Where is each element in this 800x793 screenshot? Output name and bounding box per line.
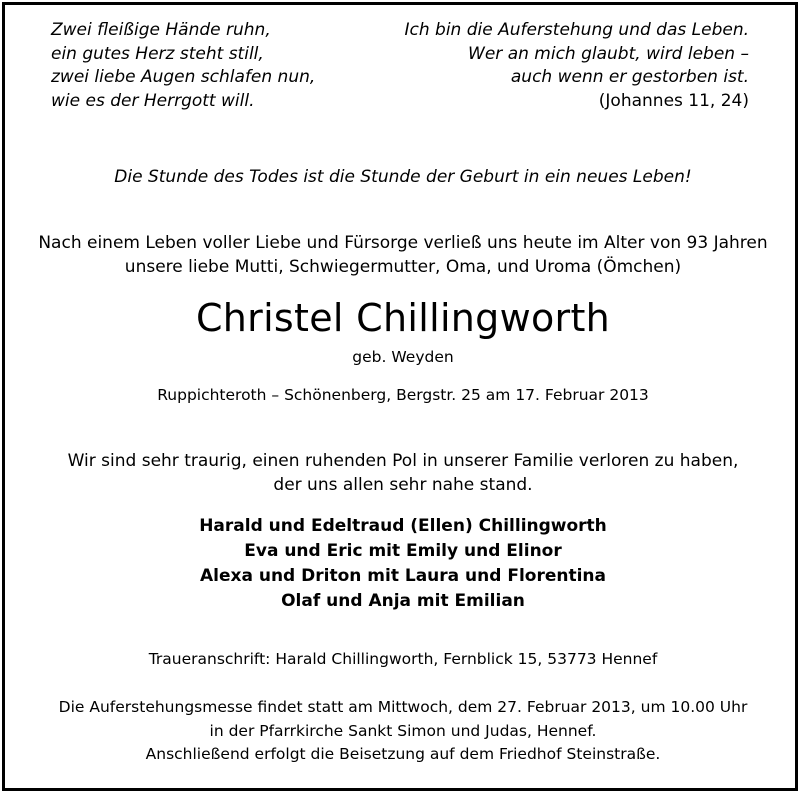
- poem-left-line: zwei liebe Augen schlafen nun,: [51, 67, 316, 87]
- bible-quote: [404, 19, 749, 113]
- service-info: [5, 696, 800, 767]
- family-list: [5, 514, 800, 614]
- deceased-name: Christel Chillingworth: [195, 296, 611, 340]
- message-text: [5, 449, 800, 497]
- service-line: in der Pfarrkirche Sankt Simon und Judas, Hennef.: [209, 721, 597, 740]
- obituary-frame: [2, 2, 798, 791]
- poem-left: [51, 19, 315, 113]
- family-line: Harald und Edeltraud (Ellen) Chillingworth: [199, 516, 607, 536]
- motto: Die Stunde des Todes ist die Stunde der Geburt in ein neues Leben!: [114, 167, 692, 187]
- intro-line: Nach einem Leben voller Liebe und Fürsorge verließ uns heute im Alter von 93 Jahren: [38, 233, 768, 253]
- service-line: Die Auferstehungsmesse findet statt am Mittwoch, dem 27. Februar 2013, um 10.00 Uhr: [58, 698, 748, 716]
- intro-text: [5, 231, 800, 279]
- family-line: Eva und Eric mit Emily und Elinor: [244, 541, 562, 561]
- bible-quote-line: auch wenn er gestorben ist.: [510, 67, 749, 87]
- bible-reference: (Johannes 11, 24): [598, 90, 749, 111]
- family-line: Olaf und Anja mit Emilian: [281, 591, 525, 611]
- bible-quote-line: Ich bin die Auferstehung und das Leben.: [404, 20, 749, 40]
- maiden-name: geb. Weyden: [352, 348, 454, 366]
- mourning-address: Traueranschrift: Harald Chillingworth, Fernblick 15, 53773 Hennef: [148, 650, 658, 668]
- place-date: Ruppichteroth – Schönenberg, Bergstr. 25 am 17. Februar 2013: [157, 386, 649, 404]
- poem-left-line: ein gutes Herz steht still,: [51, 43, 264, 64]
- poem-left-line: Zwei fleißige Hände ruhn,: [51, 20, 271, 40]
- service-line: Anschließend erfolgt die Beisetzung auf dem Friedhof Steinstraße.: [145, 745, 661, 763]
- bible-quote-line: Wer an mich glaubt, wird leben –: [468, 43, 749, 64]
- family-line: Alexa und Driton mit Laura und Florentina: [199, 566, 607, 586]
- intro-line: unsere liebe Mutti, Schwiegermutter, Oma, und Uroma (Ömchen): [124, 257, 682, 277]
- poem-left-line: wie es der Herrgott will.: [51, 90, 255, 111]
- message-line: Wir sind sehr traurig, einen ruhenden Pol in unserer Familie verloren zu haben,: [67, 451, 739, 471]
- message-line: der uns allen sehr nahe stand.: [273, 475, 533, 495]
